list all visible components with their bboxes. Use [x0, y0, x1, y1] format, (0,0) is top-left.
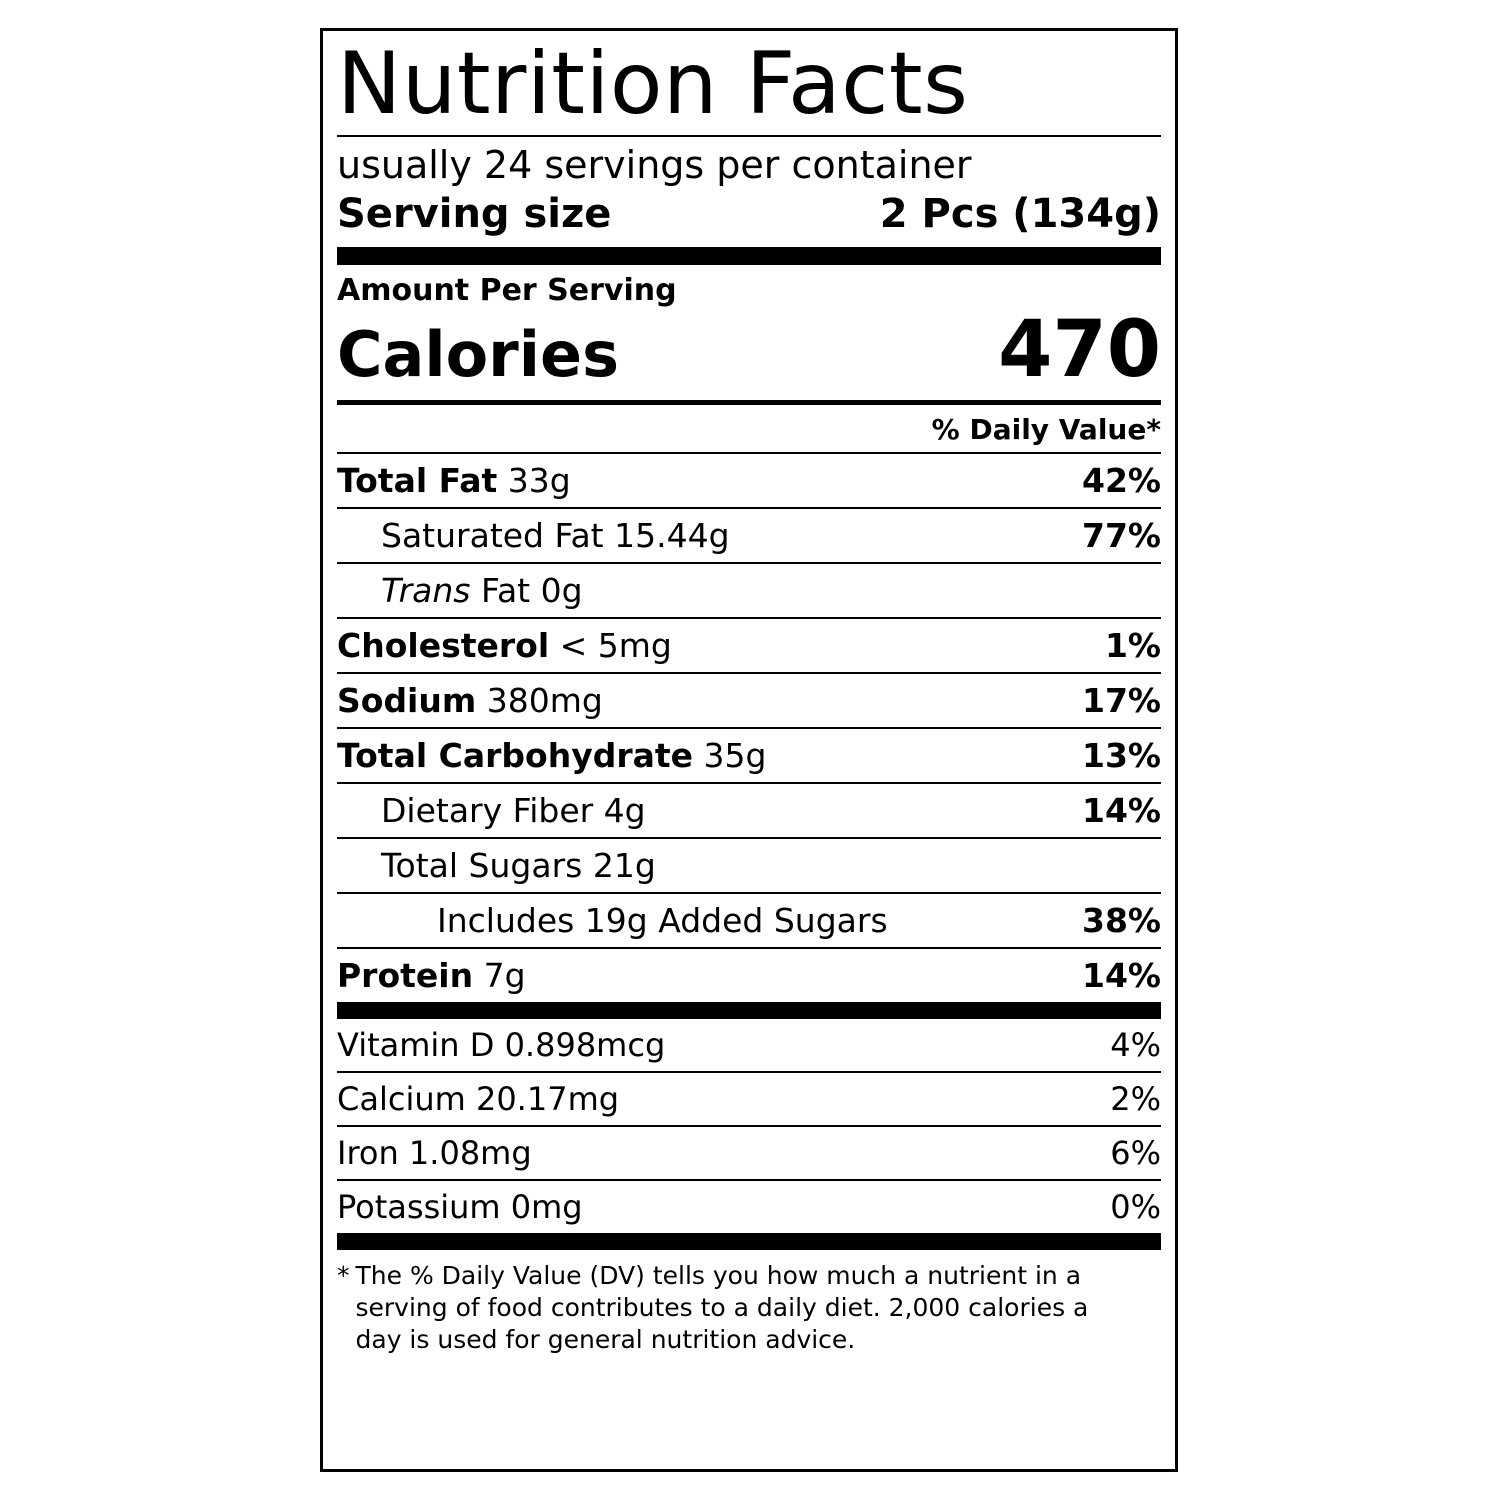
nutrient-row — [337, 562, 1161, 617]
nutrient-daily-value: 38% — [1082, 900, 1161, 940]
nutrient-row — [337, 782, 1161, 837]
nutrient-name — [337, 571, 583, 610]
vitamin-row — [337, 1179, 1161, 1233]
nutrient-row — [337, 617, 1161, 672]
nutrient-name-rest: 33g — [497, 460, 571, 500]
vitamin-daily-value: 4% — [1110, 1025, 1161, 1064]
nutrient-name — [337, 736, 766, 775]
nutrient-name-rest: 7g — [473, 955, 526, 995]
nutrient-name: Dietary Fiber 4g — [381, 790, 646, 830]
nutrient-daily-value: 14% — [1082, 955, 1161, 995]
divider-thick-vitamins — [337, 1002, 1161, 1019]
nutrient-daily-value: 1% — [1104, 625, 1161, 665]
nutrient-name-rest: 35g — [693, 735, 767, 775]
nutrient-row — [337, 507, 1161, 562]
nutrient-name-bold: Cholesterol — [337, 625, 550, 665]
nutrition-facts-label — [320, 28, 1178, 1472]
nutrient-daily-value: 14% — [1082, 790, 1161, 830]
calories-label: Calories — [337, 317, 619, 391]
calories-value: 470 — [998, 304, 1161, 395]
amount-per-serving-label: Amount Per Serving — [337, 272, 677, 308]
vitamin-daily-value: 0% — [1110, 1187, 1161, 1226]
nutrient-name-rest: < 5mg — [549, 625, 672, 665]
nutrient-daily-value: 13% — [1082, 735, 1161, 775]
nutrient-row — [337, 837, 1161, 892]
nutrient-name-bold: Total Carbohydrate — [337, 735, 694, 775]
footnote-asterisk: * — [337, 1260, 350, 1290]
nutrient-row — [337, 892, 1161, 947]
vitamin-row — [337, 1071, 1161, 1125]
nutrient-name — [337, 956, 526, 995]
page-title: Nutrition Facts — [337, 34, 969, 134]
nutrient-name — [337, 626, 672, 665]
nutrient-name — [337, 461, 571, 500]
nutrient-row — [337, 727, 1161, 782]
nutrient-name — [337, 681, 603, 720]
trans-italic-word: Trans — [381, 570, 471, 610]
footnote — [337, 1250, 1161, 1356]
vitamin-name: Vitamin D 0.898mcg — [337, 1025, 666, 1064]
divider-thick-footnote — [337, 1233, 1161, 1250]
nutrient-name-bold: Sodium — [337, 680, 477, 720]
nutrient-daily-value: 77% — [1082, 515, 1161, 555]
nutrient-name-bold: Protein — [337, 955, 474, 995]
vitamin-daily-value: 6% — [1110, 1133, 1161, 1172]
daily-value-header: % Daily Value* — [931, 412, 1161, 446]
nutrient-name: Includes 19g Added Sugars — [437, 900, 888, 940]
nutrient-row — [337, 947, 1161, 1002]
nutrient-row — [337, 672, 1161, 727]
calories-row — [337, 304, 1161, 400]
nutrient-name-rest: Fat 0g — [481, 570, 583, 610]
footnote-text: The % Daily Value (DV) tells you how much a nutrient in a serving of food contributes to a daily diet. 2,000 calories a day is used for general nutrition advice. — [355, 1260, 1089, 1354]
serving-size-row — [337, 189, 1161, 247]
serving-size-value: 2 Pcs (134g) — [879, 190, 1161, 237]
nutrient-daily-value: 17% — [1082, 680, 1161, 720]
label-inner — [337, 31, 1161, 1469]
servings-per-container: usually 24 servings per container — [337, 142, 972, 187]
nutrient-name-rest: 380mg — [476, 680, 603, 720]
nutrient-row — [337, 452, 1161, 507]
nutrient-name-bold: Total Fat — [337, 460, 498, 500]
nutrient-name: Saturated Fat 15.44g — [381, 515, 730, 555]
nutrient-name: Total Sugars 21g — [381, 845, 656, 885]
vitamin-name: Calcium 20.17mg — [337, 1079, 620, 1118]
vitamin-row — [337, 1019, 1161, 1071]
serving-size-label: Serving size — [337, 190, 612, 237]
vitamin-daily-value: 2% — [1110, 1079, 1161, 1118]
vitamin-name: Iron 1.08mg — [337, 1133, 532, 1172]
vitamin-name: Potassium 0mg — [337, 1187, 583, 1226]
nutrient-daily-value: 42% — [1082, 460, 1161, 500]
vitamin-row — [337, 1125, 1161, 1179]
divider-thick-top — [337, 247, 1161, 265]
